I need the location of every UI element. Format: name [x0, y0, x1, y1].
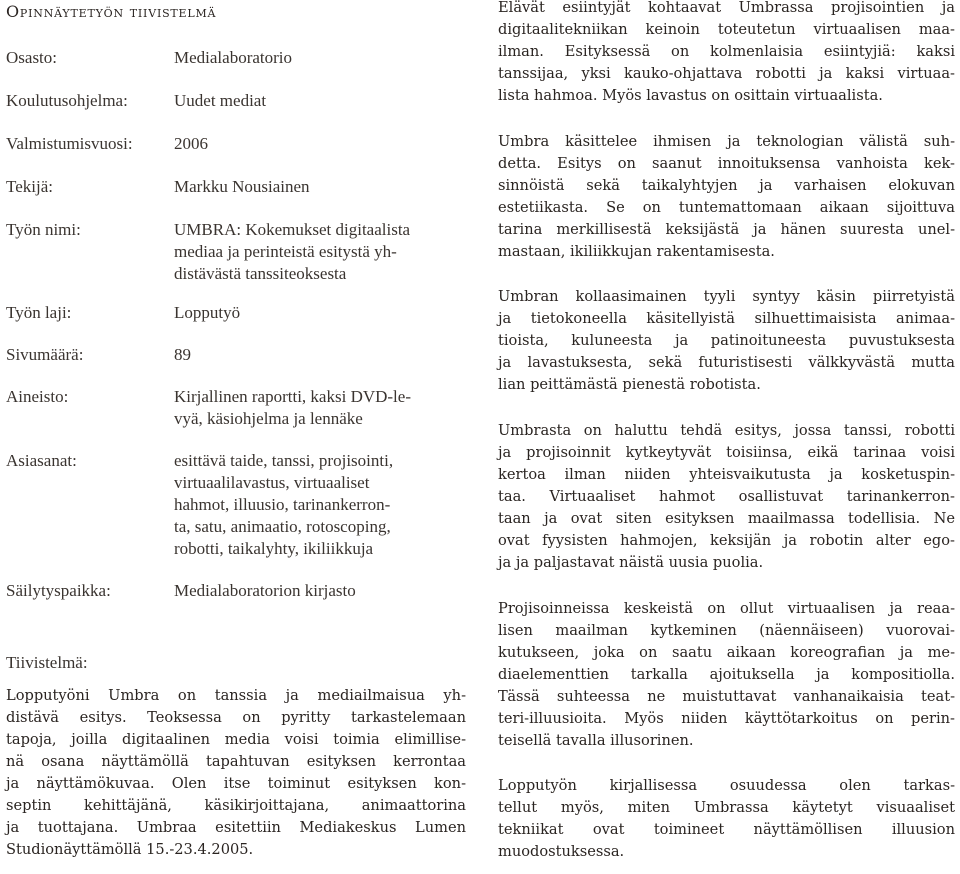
abstract-label: Tiivistelmä:	[6, 653, 88, 672]
abstract-paragraph-6: Projisoinneissa keskeistä on ollut virtuaalisen ja reaa- lisen maailman kytkeminen (näennäiseen) vuorovai- kutukseen, joka on saatu aikaan koreografian ja me- diaelementtien tarkalla ajoituksella ja kompositiolla. Tässä suhteessa ne muistuttavat vanhanaikaisia teat- teri-illuusioita. Myös niiden käyttötarkoitus on perin- teisellä tavalla illusorinen.	[498, 600, 955, 749]
meta-label-graduation-year: Valmistumisvuosi:	[6, 134, 133, 153]
document-heading: Opinnäytetyön tiivistelmä	[6, 2, 217, 21]
meta-label-author: Tekijä:	[6, 177, 53, 196]
meta-value-keywords: esittävä taide, tanssi, projisointi, virtuaalilavastus, virtuaaliset hahmot, illuusio, tarinankerron- ta, satu, animaatio, rotoscoping, robotti, taikalyhty, ikiliikkuja	[174, 451, 394, 558]
meta-label-storage: Säilytyspaikka:	[6, 581, 111, 600]
abstract-paragraph-2: Elävät esiintyjät kohtaavat Umbrassa projisointien ja digitaalitekniikan keinoin toteutetun virtuaalisen maa- ilman. Esityksessä on kolmenlaisia esiintyjiä: kaksi tanssijaa, yksi kauko-ohjattava robotti ja kaksi virtuaa- lista hahmoa. Myös lavastus on osittain virtuaalista.	[498, 0, 955, 104]
abstract-paragraph-1: Lopputyöni Umbra on tanssia ja mediailmaisua yh- distävä esitys. Teoksessa on pyritty tarkastelemaan tapoja, joilla digitaalinen media voisi toimia elimillise- nä osana näyttämöllä tapahtuvan esityksen kerrontaa ja näyttämökuvaa. Olen itse toiminut esityksen kon- septin kehittäjänä, käsikirjoittajana, animaattorina ja tuottajana. Umbraa esitettiin Mediakeskus Lumen Studionäyttämöllä 15.-23.4.2005.	[6, 687, 466, 858]
meta-value-material: Kirjallinen raportti, kaksi DVD-le- vyä, käsiohjelma ja lennäke	[174, 387, 411, 428]
meta-label-programme: Koulutusohjelma:	[6, 91, 128, 110]
abstract-paragraph-5: Umbrasta on haluttu tehdä esitys, jossa tanssi, robotti ja projisoinnit kytkeytyvät toisiinsa, eikä tarinaa voisi kertoa ilman niiden yhteisvaikutusta ja kosketuspin- taa. Virtuaaliset hahmot osallistuvat tarinankerron- taan ja ovat siten esityksen maailmassa todellisia. Ne ovat fyysisten hahmojen, keksijän ja robotin alter ego- ja ja paljastavat näistä uusia puolia.	[498, 422, 955, 571]
meta-value-title: UMBRA: Kokemukset digitaalista mediaa ja perinteistä esitystä yh- distävästä tanssiteoksesta	[174, 220, 411, 283]
meta-label-page-count: Sivumäärä:	[6, 345, 84, 364]
meta-value-work-type: Lopputyö	[174, 303, 241, 322]
meta-value-department: Medialaboratorio	[174, 48, 293, 67]
abstract-paragraph-3: Umbra käsittelee ihmisen ja teknologian välistä suh- detta. Esitys on saanut innoituksensa vanhoista kek- sinnöistä sekä taikalyhtyjen ja varhaisen elokuvan estetiikasta. Se on tuntemattomaan aikaan sijoittuva tarina merkillisestä keksijästä ja hänen suuresta unel- mastaan, ikiliikkujan rakentamisesta.	[498, 133, 955, 260]
meta-value-graduation-year: 2006	[174, 134, 208, 153]
meta-label-department: Osasto:	[6, 48, 57, 67]
abstract-paragraph-4: Umbran kollaasimainen tyyli syntyy käsin piirretyistä ja tietokoneella käsitellyistä silhuettimaisista animaa- tioista, kuluneesta ja patinoituneesta puvustuksesta ja lavastuksesta, sekä futuristisesti välkkyvästä mutta lian peittämästä pienestä robotista.	[498, 288, 955, 393]
meta-label-work-type: Työn laji:	[6, 303, 72, 322]
meta-value-programme: Uudet mediat	[174, 91, 267, 110]
meta-label-title: Työn nimi:	[6, 220, 81, 239]
meta-value-author: Markku Nousiainen	[174, 177, 310, 196]
meta-value-page-count: 89	[174, 345, 191, 364]
meta-value-storage: Medialaboratorion kirjasto	[174, 581, 356, 600]
meta-label-keywords: Asiasanat:	[6, 451, 77, 470]
meta-label-material: Aineisto:	[6, 387, 69, 406]
abstract-paragraph-7: Lopputyön kirjallisessa osuudessa olen tarkas- tellut myös, miten Umbrassa käytetyt visuaaliset tekniikat ovat toimineet näyttämöllisen illuusion muodostuksessa.	[498, 777, 955, 860]
